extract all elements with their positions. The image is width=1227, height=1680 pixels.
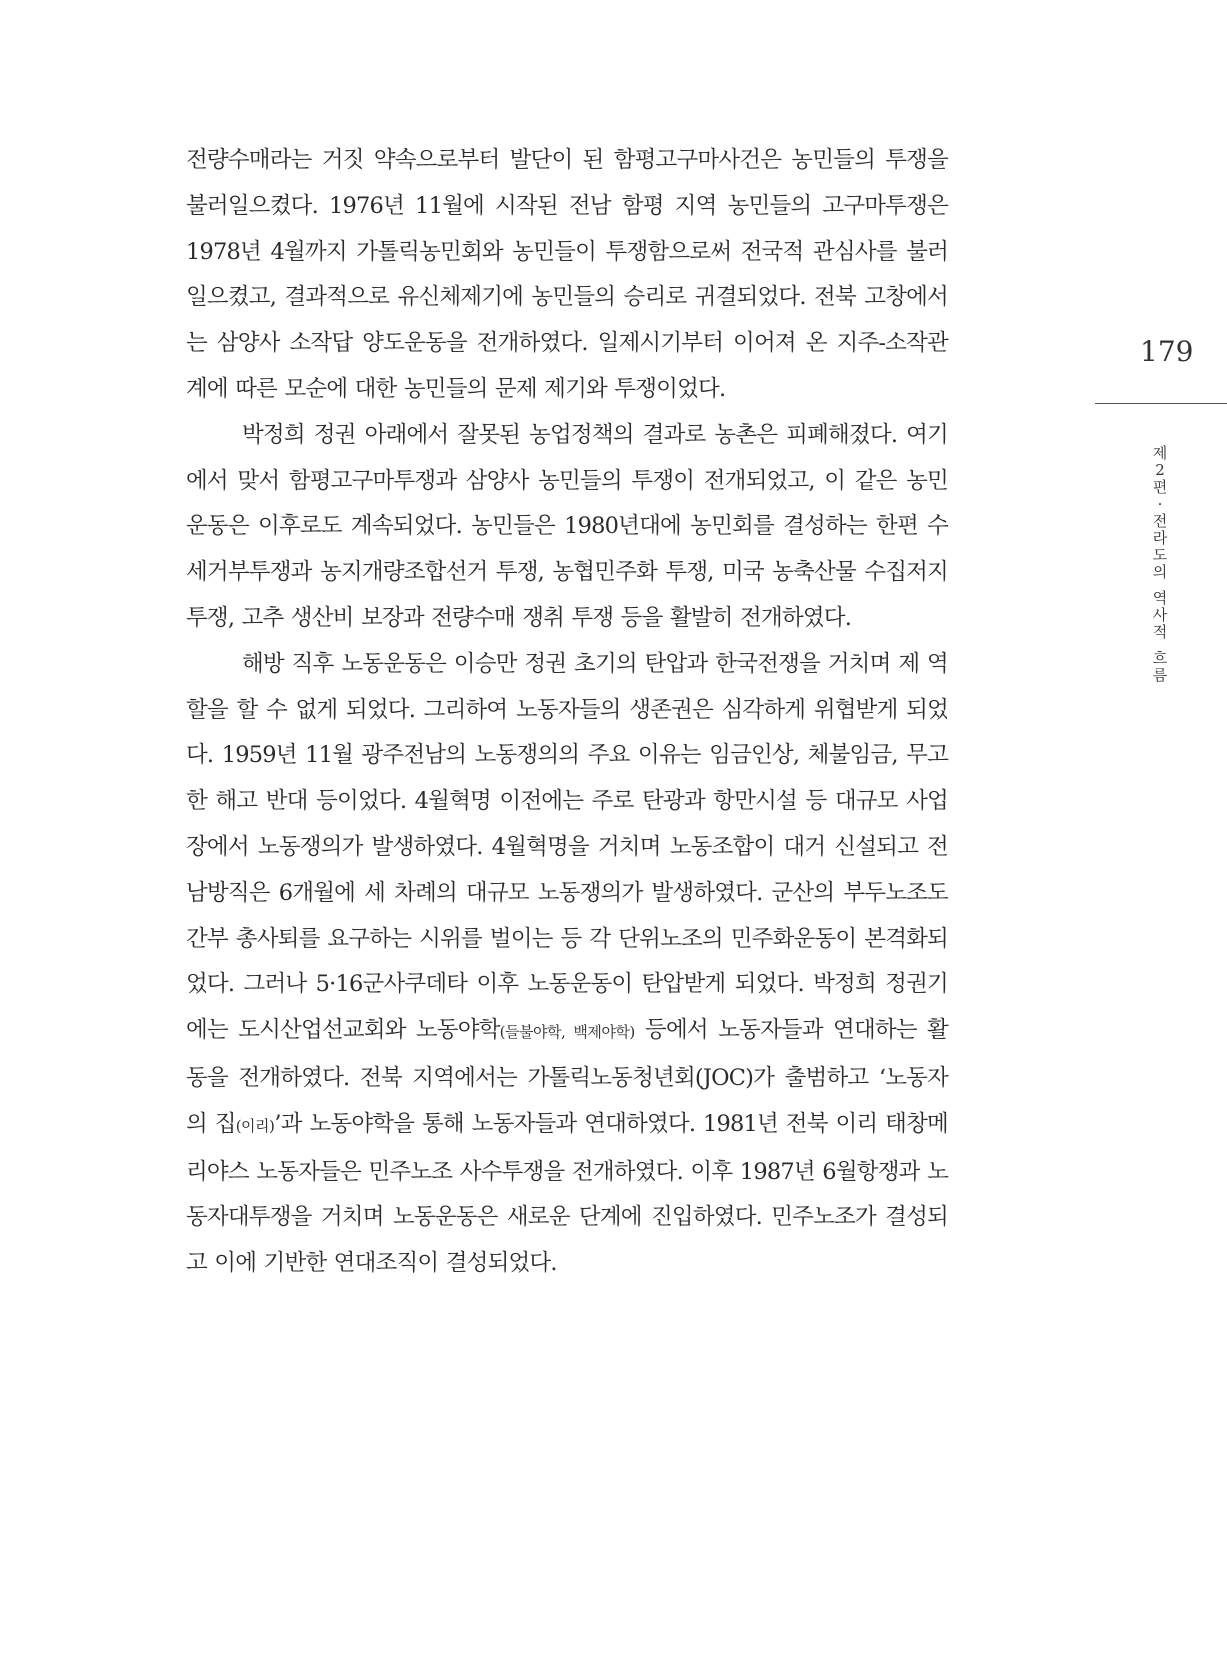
- paragraph-3: [186, 642, 948, 1287]
- paragraph-text: 박정희 정권 아래에서 잘못된 농업정책의 결과로 농촌은 피폐해졌다. 여기에서 맞서 함평고구마투쟁과 삼양사 농민들의 투쟁이 전개되었고, 이 같은 농민운동은 이후로도 계속되었다. 농민들은 1980년대에 농민회를 결성하는 한편 수세거부투쟁과 농지개량조합선거 투쟁, 농협민주화 투쟁, 미국 농축산물 수집저지투쟁, 고추 생산비 보장과 전량수매 쟁취 투쟁 등을 활발히 전개하였다.: [186, 421, 948, 631]
- paragraph-2: [186, 413, 948, 642]
- margin-rule: [1095, 403, 1227, 404]
- body-text: [186, 138, 948, 1287]
- paragraph-text: ’과 노동야학을 통해 노동자들과 연대하였다. 1981년 전북 이리 태창메리야스 노동자들은 민주노조 사수투쟁을 전개하였다. 이후 1987년 6월항쟁과 노동자대투쟁을 거치며 노동운동은 새로운 단계에 진입하였다. 민주노조가 결성되고 이에 기반한 연대조직이 결성되었다.: [186, 1110, 948, 1277]
- paragraph-1: [186, 138, 948, 413]
- running-head-char: 도: [1152, 546, 1168, 564]
- running-head-char: ·: [1157, 495, 1163, 513]
- running-head-char: 라: [1152, 529, 1168, 547]
- paragraph-text: 등에서 노동자들과 연대하는 활동을 전개하였다. 전북 지역에서는 가톨릭노동청년회(JOC)가 출범하고 ‘노동자의 집: [186, 1017, 948, 1137]
- running-head-char: 적: [1152, 623, 1168, 641]
- page-number: 179: [1140, 335, 1194, 368]
- parenthetical-note: (들불야학, 백제야학): [499, 1023, 635, 1042]
- running-head-char: 사: [1152, 606, 1168, 624]
- running-head-char: 의: [1152, 563, 1168, 581]
- running-head-char: 역: [1152, 589, 1168, 607]
- running-head-char: 제: [1152, 444, 1168, 462]
- parenthetical-note: (이리): [235, 1116, 275, 1135]
- running-head-char: 편: [1152, 478, 1168, 496]
- paragraph-text: 전량수매라는 거짓 약속으로부터 발단이 된 함평고구마사건은 농민들의 투쟁을 불러일으켰다. 1976년 11월에 시작된 전남 함평 지역 농민들의 고구마투쟁은 1978년 4월까지 가톨릭농민회와 농민들이 투쟁함으로써 전국적 관심사를 불러일으켰고, 결과적으로 유신체제기에 농민들의 승리로 귀결되었다. 전북 고창에서는 삼양사 소작답 양도운동을 전개하였다. 일제시기부터 이어져 온 지주-소작관계에 따른 모순에 대한 농민들의 문제 제기와 투쟁이었다.: [186, 147, 948, 402]
- running-head: [1150, 445, 1170, 684]
- running-head-char: 전: [1152, 512, 1168, 530]
- paragraph-text: 해방 직후 노동운동은 이승만 정권 초기의 탄압과 한국전쟁을 거치며 제 역할을 할 수 없게 되었다. 그리하여 노동자들의 생존권은 심각하게 위협받게 되었다. 1959년 11월 광주전남의 노동쟁의의 주요 이유는 임금인상, 체불임금, 무고한 해고 반대 등이었다. 4월혁명 이전에는 주로 탄광과 항만시설 등 대규모 사업장에서 노동쟁의가 발생하였다. 4월혁명을 거치며 노동조합이 대거 신설되고 전남방직은 6개월에 세 차례의 대규모 노동쟁의가 발생하였다. 군산의 부두노조도 간부 총사퇴를 요구하는 시위를 벌이는 등 각 단위노조의 민주화운동이 본격화되었다. 그러나 5·16군사쿠데타 이후 노동운동이 탄압받게 되었다. 박정희 정권기에는 도시산업선교회와 노동야학: [186, 650, 948, 1044]
- running-head-char: 흐: [1152, 649, 1168, 667]
- running-head-char: 름: [1152, 666, 1168, 684]
- running-head-char: 2: [1155, 461, 1165, 479]
